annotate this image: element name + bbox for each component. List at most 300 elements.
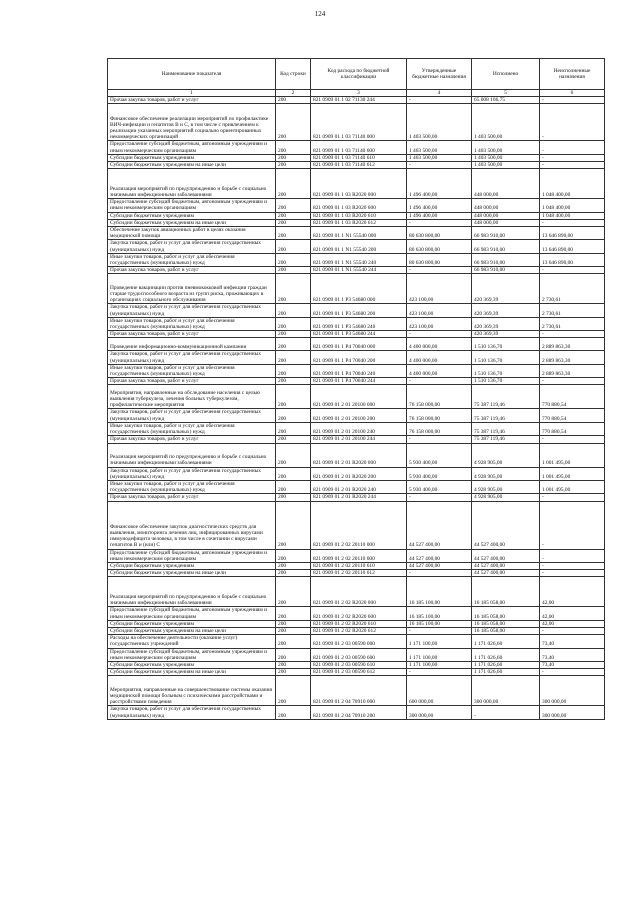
row-unexecuted: 1 001 495,00 — [540, 467, 605, 480]
row-name: Субсидии бюджетным учреждениям на иные цели — [108, 669, 276, 676]
row-approved: - — [407, 494, 472, 501]
row-line-code: 200 — [276, 501, 311, 549]
row-executed: 4 928 905,00 — [472, 480, 540, 493]
row-executed: 44 527 400,00 — [472, 562, 540, 569]
row-line-code: 200 — [276, 480, 311, 493]
table-row — [108, 351, 605, 364]
row-budget-code: 821 0909 01 1 P4 70040 244 — [311, 378, 407, 385]
row-unexecuted: 300 000,00 — [540, 706, 605, 719]
row-unexecuted: 42,00 — [540, 577, 605, 607]
row-line-code: 200 — [276, 227, 311, 240]
row-unexecuted: 1 048 400,00 — [540, 199, 605, 212]
row-budget-code: 821 0909 01 1 03 71140 610 — [311, 154, 407, 161]
row-approved: 4 400 000,00 — [407, 364, 472, 377]
row-approved: 44 527 400,00 — [407, 549, 472, 562]
row-approved: - — [407, 669, 472, 676]
row-executed: 1 510 136,70 — [472, 351, 540, 364]
row-name: Мероприятия, направленные на обследование населения с целью выявления туберкулеза, лечения больных туберкулезом, профилактические мероприятия — [108, 385, 276, 409]
row-approved: 5 930 400,00 — [407, 443, 472, 467]
row-budget-code: 821 0909 01 1 03 R2020 612 — [311, 219, 407, 226]
row-executed: 1 510 136,70 — [472, 378, 540, 385]
row-unexecuted: 13 646 890,00 — [540, 227, 605, 240]
row-line-code: 200 — [276, 212, 311, 219]
row-approved: 4 400 000,00 — [407, 338, 472, 351]
row-budget-code: 821 0909 01 2 02 R2020 612 — [311, 627, 407, 634]
row-unexecuted: - — [540, 669, 605, 676]
row-budget-code: 821 0909 01 1 P4 70040 200 — [311, 351, 407, 364]
row-approved: - — [407, 570, 472, 577]
row-unexecuted: 2 889 863,30 — [540, 364, 605, 377]
table-row — [108, 338, 605, 351]
row-name: Иные закупки товаров, работ и услуг для обеспечения государственных (муниципальных) нужд — [108, 364, 276, 377]
table-row — [108, 635, 605, 648]
row-line-code: 200 — [276, 385, 311, 409]
row-name: Проведение вакцинации против пневмококковой инфекции граждан старше трудоспособного возраста из групп риска, проживающих в организациях социального обслуживания — [108, 274, 276, 304]
row-executed: 1 171 026,60 — [472, 635, 540, 648]
row-executed: 1 403 500,00 — [472, 141, 540, 154]
table-row — [108, 494, 605, 501]
row-approved: 76 158 000,00 — [407, 409, 472, 422]
row-name: Мероприятия, направленные на совершенствование системы оказания медицинской помощи больным с психическими расстройствами и расстройствами поведения — [108, 676, 276, 706]
row-unexecuted: 300 000,00 — [540, 676, 605, 706]
table-row — [108, 501, 605, 549]
row-line-code: 200 — [276, 467, 311, 480]
row-unexecuted: 73,40 — [540, 635, 605, 648]
row-approved: 5 930 400,00 — [407, 480, 472, 493]
row-executed: 420 369,39 — [472, 331, 540, 338]
row-executed: 16 185 058,00 — [472, 577, 540, 607]
row-name: Реализация мероприятий по предупреждению и борьбе с социально значимыми инфекционными заболеваниями — [108, 169, 276, 199]
row-executed: 16 185 058,00 — [472, 607, 540, 620]
row-unexecuted: 73,40 — [540, 661, 605, 668]
column-number: 5 — [472, 90, 540, 97]
row-unexecuted: 2 730,61 — [540, 304, 605, 317]
row-line-code: 200 — [276, 549, 311, 562]
row-approved: 1 403 500,00 — [407, 154, 472, 161]
column-number: 4 — [407, 90, 472, 97]
row-line-code: 200 — [276, 240, 311, 253]
row-budget-code: 821 0909 01 2 01 20100 240 — [311, 422, 407, 435]
row-name: Закупка товаров, работ и услуг для обеспечения государственных (муниципальных) нужд — [108, 409, 276, 422]
row-name: Иные закупки товаров, работ и услуг для обеспечения государственных (муниципальных) нужд — [108, 480, 276, 493]
row-line-code: 200 — [276, 274, 311, 304]
row-name: Субсидии бюджетным учреждениям — [108, 620, 276, 627]
row-unexecuted: 770 880,54 — [540, 422, 605, 435]
row-unexecuted: 1 001 495,00 — [540, 480, 605, 493]
row-approved: 1 171 100,00 — [407, 661, 472, 668]
row-unexecuted: - — [540, 627, 605, 634]
table-row — [108, 267, 605, 274]
row-line-code: 200 — [276, 253, 311, 266]
row-unexecuted: 1 048 400,00 — [540, 169, 605, 199]
row-name: Предоставление субсидий бюджетным, автономным учреждениям и иным некоммерческим организациям — [108, 141, 276, 154]
row-executed: 66 983 910,00 — [472, 267, 540, 274]
row-executed: 4 928 905,00 — [472, 443, 540, 467]
row-budget-code: 821 0909 01 1 N1 55540 244 — [311, 267, 407, 274]
table-row — [108, 253, 605, 266]
row-executed: 1 171 026,60 — [472, 648, 540, 661]
row-budget-code: 821 0909 01 1 03 71140 600 — [311, 141, 407, 154]
header-line-code: Код строки — [276, 59, 311, 90]
row-unexecuted: 770 880,54 — [540, 385, 605, 409]
row-executed: 1 510 136,70 — [472, 364, 540, 377]
table-row — [108, 304, 605, 317]
row-unexecuted: 13 646 890,00 — [540, 240, 605, 253]
table-row — [108, 97, 605, 104]
row-budget-code: 821 0909 01 2 02 20110 000 — [311, 501, 407, 549]
row-line-code: 200 — [276, 706, 311, 719]
row-line-code: 200 — [276, 635, 311, 648]
row-line-code: 200 — [276, 620, 311, 627]
table-row — [108, 169, 605, 199]
row-unexecuted: - — [540, 562, 605, 569]
table-row — [108, 331, 605, 338]
row-name: Иные закупки товаров, работ и услуг для обеспечения государственных (муниципальных) нужд — [108, 422, 276, 435]
row-unexecuted: - — [540, 494, 605, 501]
table-row — [108, 627, 605, 634]
row-budget-code: 821 0909 01 1 P4 70040 000 — [311, 338, 407, 351]
row-budget-code: 821 0909 01 1 02 71130 244 — [311, 97, 407, 104]
row-name: Субсидии бюджетным учреждениям — [108, 562, 276, 569]
row-unexecuted: - — [540, 141, 605, 154]
row-unexecuted: - — [540, 104, 605, 141]
row-executed: 300 000,00 — [472, 676, 540, 706]
table-row — [108, 607, 605, 620]
row-name: Закупка товаров, работ и услуг для обеспечения государственных (муниципальных) нужд — [108, 706, 276, 719]
row-name: Прочая закупка товаров, работ и услуг — [108, 331, 276, 338]
row-name: Субсидии бюджетным учреждениям на иные цели — [108, 570, 276, 577]
table-row — [108, 409, 605, 422]
row-unexecuted: - — [540, 549, 605, 562]
row-approved: 44 527 400,00 — [407, 562, 472, 569]
row-budget-code: 821 0909 01 1 03 R2020 600 — [311, 199, 407, 212]
row-budget-code: 821 0909 01 2 01 R2020 000 — [311, 443, 407, 467]
row-unexecuted: - — [540, 267, 605, 274]
row-line-code: 200 — [276, 409, 311, 422]
table-row — [108, 661, 605, 668]
row-budget-code: 821 0909 01 2 04 70910 000 — [311, 676, 407, 706]
row-approved: 5 930 400,00 — [407, 467, 472, 480]
row-name: Прочая закупка товаров, работ и услуг — [108, 267, 276, 274]
row-approved: 16 185 100,00 — [407, 607, 472, 620]
row-executed: 44 527 400,00 — [472, 549, 540, 562]
row-unexecuted: 2 730,61 — [540, 317, 605, 330]
table-row — [108, 385, 605, 409]
row-unexecuted: 1 048 400,00 — [540, 212, 605, 219]
row-budget-code: 821 0909 01 2 02 20110 610 — [311, 562, 407, 569]
row-approved: - — [407, 219, 472, 226]
row-executed: 66 983 910,00 — [472, 227, 540, 240]
row-name: Субсидии бюджетным учреждениям — [108, 154, 276, 161]
row-budget-code: 821 0909 01 2 02 R2020 000 — [311, 577, 407, 607]
row-budget-code: 821 0909 01 1 03 R2020 000 — [311, 169, 407, 199]
row-unexecuted: - — [540, 97, 605, 104]
row-line-code: 200 — [276, 443, 311, 467]
column-number: 2 — [276, 90, 311, 97]
row-line-code: 200 — [276, 570, 311, 577]
table-row — [108, 648, 605, 661]
row-budget-code: 821 0909 01 2 01 R2020 244 — [311, 494, 407, 501]
header-row — [108, 59, 605, 90]
row-line-code: 200 — [276, 577, 311, 607]
page-number: 124 — [314, 10, 326, 18]
row-budget-code: 821 0909 01 2 03 00590 600 — [311, 648, 407, 661]
row-approved: 423 100,00 — [407, 304, 472, 317]
row-executed: 4 928 905,00 — [472, 467, 540, 480]
row-executed: 448 000,00 — [472, 169, 540, 199]
row-line-code: 200 — [276, 267, 311, 274]
row-executed: 75 387 119,46 — [472, 409, 540, 422]
row-unexecuted: - — [540, 378, 605, 385]
row-unexecuted: - — [540, 436, 605, 443]
row-line-code: 200 — [276, 378, 311, 385]
row-name: Закупка товаров, работ и услуг для обеспечения государственных (муниципальных) нужд — [108, 240, 276, 253]
table-row — [108, 212, 605, 219]
table-row — [108, 199, 605, 212]
row-line-code: 200 — [276, 627, 311, 634]
row-budget-code: 821 0909 01 1 N1 55540 240 — [311, 253, 407, 266]
row-approved: 423 100,00 — [407, 317, 472, 330]
table-row — [108, 274, 605, 304]
column-number-row — [108, 90, 605, 97]
row-executed: 420 369,39 — [472, 274, 540, 304]
row-line-code: 200 — [276, 317, 311, 330]
row-name: Прочая закупка товаров, работ и услуг — [108, 378, 276, 385]
table-row — [108, 422, 605, 435]
row-unexecuted: 42,00 — [540, 607, 605, 620]
row-budget-code: 821 0909 01 1 P4 70040 240 — [311, 364, 407, 377]
table-row — [108, 378, 605, 385]
row-name: Предоставление субсидий бюджетным, автономным учреждениям и иным некоммерческим организациям — [108, 607, 276, 620]
row-unexecuted: 13 646 890,00 — [540, 253, 605, 266]
row-budget-code: 821 0909 01 2 02 20110 612 — [311, 570, 407, 577]
table-row — [108, 240, 605, 253]
table-row — [108, 480, 605, 493]
row-executed: 448 000,00 — [472, 212, 540, 219]
table-row — [108, 219, 605, 226]
row-line-code: 200 — [276, 331, 311, 338]
row-budget-code: 821 0909 01 1 03 71140 612 — [311, 162, 407, 169]
row-budget-code: 821 0909 01 1 N1 55540 200 — [311, 240, 407, 253]
row-approved: - — [407, 378, 472, 385]
row-unexecuted: - — [540, 570, 605, 577]
row-executed: 448 000,00 — [472, 219, 540, 226]
row-approved: 1 496 400,00 — [407, 169, 472, 199]
row-approved: - — [407, 331, 472, 338]
row-unexecuted: - — [540, 331, 605, 338]
row-name: Прочая закупка товаров, работ и услуг — [108, 97, 276, 104]
row-unexecuted: 1 001 495,00 — [540, 443, 605, 467]
row-name: Субсидии бюджетным учреждениям на иные цели — [108, 162, 276, 169]
table-row — [108, 141, 605, 154]
row-executed: - — [472, 706, 540, 719]
row-unexecuted: - — [540, 154, 605, 161]
row-budget-code: 821 0909 01 1 03 71140 000 — [311, 104, 407, 141]
row-name: Реализация мероприятий по предупреждению и борьбе с социально значимыми инфекционными заболеваниями — [108, 443, 276, 467]
row-line-code: 200 — [276, 364, 311, 377]
row-unexecuted: - — [540, 162, 605, 169]
row-line-code: 200 — [276, 304, 311, 317]
column-number: 1 — [108, 90, 276, 97]
row-executed: 65 008 106,75 — [472, 97, 540, 104]
row-executed: 66 983 910,00 — [472, 240, 540, 253]
row-executed: 1 403 500,00 — [472, 154, 540, 161]
row-name: Предоставление субсидий бюджетным, автономным учреждениям и иным некоммерческим организациям — [108, 648, 276, 661]
row-approved: - — [407, 436, 472, 443]
row-budget-code: 821 0909 01 2 01 R2020 200 — [311, 467, 407, 480]
row-line-code: 200 — [276, 97, 311, 104]
row-budget-code: 821 0909 01 2 02 R2020 600 — [311, 607, 407, 620]
row-name: Предоставление субсидий бюджетным, автономным учреждениям и иным некоммерческим организациям — [108, 549, 276, 562]
table-row — [108, 669, 605, 676]
row-unexecuted: 2 889 863,30 — [540, 351, 605, 364]
header-approved: Утвержденные бюджетные назначения — [407, 59, 472, 90]
row-line-code: 200 — [276, 169, 311, 199]
row-name: Обеспечение закупок авиационных работ в целях оказания медицинской помощи — [108, 227, 276, 240]
column-number: 3 — [311, 90, 407, 97]
row-budget-code: 821 0909 01 2 01 20100 200 — [311, 409, 407, 422]
row-name: Субсидии бюджетным учреждениям на иные цели — [108, 627, 276, 634]
row-line-code: 200 — [276, 661, 311, 668]
row-name: Финансовое обеспечение закупок диагностических средств для выявления, мониторинга лечения лиц, инфицированных вирусами иммунодефицита человека, в том числе в сочетании с вирусами гепатитов В и (или) С — [108, 501, 276, 549]
table-row — [108, 443, 605, 467]
row-name: Проведение информационно-коммуникационной кампании — [108, 338, 276, 351]
row-approved: 423 100,00 — [407, 274, 472, 304]
row-name: Закупка товаров, работ и услуг для обеспечения государственных (муниципальных) нужд — [108, 351, 276, 364]
row-approved: 1 171 100,00 — [407, 648, 472, 661]
header-executed: Исполнено — [472, 59, 540, 90]
row-unexecuted: 42,00 — [540, 620, 605, 627]
row-name: Иные закупки товаров, работ и услуг для обеспечения государственных (муниципальных) нужд — [108, 253, 276, 266]
row-budget-code: 821 0909 01 1 P3 54680 000 — [311, 274, 407, 304]
row-budget-code: 821 0909 01 1 P3 54680 200 — [311, 304, 407, 317]
row-unexecuted: 2 730,61 — [540, 274, 605, 304]
row-approved: 600 000,00 — [407, 676, 472, 706]
row-line-code: 200 — [276, 562, 311, 569]
row-approved: 1 403 500,00 — [407, 104, 472, 141]
row-line-code: 200 — [276, 422, 311, 435]
row-executed: 1 403 500,00 — [472, 162, 540, 169]
row-executed: 420 369,39 — [472, 317, 540, 330]
row-name: Реализация мероприятий по предупреждению и борьбе с социально значимыми инфекционными заболеваниями — [108, 577, 276, 607]
row-name: Финансовое обеспечение реализации мероприятий по профилактике ВИЧ-инфекции и гепатитов В и С, в том числе с привлечением к реализации указанных мероприятий социально ориентированных некоммерческих организаций — [108, 104, 276, 141]
row-unexecuted: 2 889 863,30 — [540, 338, 605, 351]
row-executed: 16 185 058,00 — [472, 627, 540, 634]
row-approved: 80 630 800,00 — [407, 253, 472, 266]
row-line-code: 200 — [276, 436, 311, 443]
row-name: Субсидии бюджетным учреждениям — [108, 661, 276, 668]
row-line-code: 200 — [276, 351, 311, 364]
row-line-code: 200 — [276, 154, 311, 161]
row-approved: 76 158 000,00 — [407, 385, 472, 409]
row-approved: 1 496 400,00 — [407, 212, 472, 219]
row-executed: 16 185 058,00 — [472, 620, 540, 627]
row-approved: - — [407, 162, 472, 169]
row-budget-code: 821 0909 01 2 03 00590 612 — [311, 669, 407, 676]
row-unexecuted: - — [540, 219, 605, 226]
row-approved: 80 630 800,00 — [407, 227, 472, 240]
row-name: Субсидии бюджетным учреждениям на иные цели — [108, 219, 276, 226]
row-executed: 66 983 910,00 — [472, 253, 540, 266]
row-executed: 1 171 026,60 — [472, 669, 540, 676]
row-approved: 80 630 800,00 — [407, 240, 472, 253]
table-row — [108, 570, 605, 577]
row-budget-code: 821 0909 01 1 N1 55540 000 — [311, 227, 407, 240]
row-approved: 76 158 000,00 — [407, 422, 472, 435]
row-line-code: 200 — [276, 219, 311, 226]
row-executed: 1 403 500,00 — [472, 104, 540, 141]
row-approved: - — [407, 627, 472, 634]
row-name: Закупка товаров, работ и услуг для обеспечения государственных (муниципальных) нужд — [108, 467, 276, 480]
row-approved: 16 185 100,00 — [407, 620, 472, 627]
table-row — [108, 620, 605, 627]
row-executed: 75 387 119,46 — [472, 385, 540, 409]
row-name: Закупка товаров, работ и услуг для обеспечения государственных (муниципальных) нужд — [108, 304, 276, 317]
row-line-code: 200 — [276, 494, 311, 501]
row-name: Расходы на обеспечение деятельности (оказание услуг) государственных учреждений — [108, 635, 276, 648]
row-approved: 4 400 000,00 — [407, 351, 472, 364]
row-line-code: 200 — [276, 648, 311, 661]
table-row — [108, 436, 605, 443]
row-executed: 4 928 905,00 — [472, 494, 540, 501]
row-name: Иные закупки товаров, работ и услуг для обеспечения государственных (муниципальных) нужд — [108, 317, 276, 330]
column-number: 6 — [540, 90, 605, 97]
row-unexecuted: 73,40 — [540, 648, 605, 661]
row-line-code: 200 — [276, 162, 311, 169]
table-row — [108, 676, 605, 706]
row-approved: 1 496 400,00 — [407, 199, 472, 212]
table-row — [108, 577, 605, 607]
row-budget-code: 821 0909 01 2 01 20100 000 — [311, 385, 407, 409]
row-line-code: 200 — [276, 141, 311, 154]
row-name: Субсидии бюджетным учреждениям — [108, 212, 276, 219]
table-row — [108, 317, 605, 330]
row-line-code: 200 — [276, 669, 311, 676]
row-budget-code: 821 0909 01 2 03 00590 000 — [311, 635, 407, 648]
row-name: Предоставление субсидий бюджетным, автономным учреждениям и иным некоммерческим организациям — [108, 199, 276, 212]
row-executed: 420 369,39 — [472, 304, 540, 317]
header-budget-code: Код расхода по бюджетной классификации — [311, 59, 407, 90]
row-budget-code: 821 0909 01 2 04 70910 200 — [311, 706, 407, 719]
row-executed: 75 387 119,46 — [472, 422, 540, 435]
row-name: Прочая закупка товаров, работ и услуг — [108, 436, 276, 443]
row-line-code: 200 — [276, 104, 311, 141]
row-budget-code: 821 0909 01 2 02 R2020 610 — [311, 620, 407, 627]
row-approved: 16 185 100,00 — [407, 577, 472, 607]
row-executed: 1 510 136,70 — [472, 338, 540, 351]
budget-execution-table — [107, 58, 605, 720]
table-row — [108, 154, 605, 161]
row-approved: 1 403 500,00 — [407, 141, 472, 154]
row-approved: 1 171 100,00 — [407, 635, 472, 648]
row-approved: 300 000,00 — [407, 706, 472, 719]
row-budget-code: 821 0909 01 2 03 00590 610 — [311, 661, 407, 668]
row-budget-code: 821 0909 01 1 P3 54680 244 — [311, 331, 407, 338]
table-row — [108, 162, 605, 169]
header-unexecuted: Неисполненные назначения — [540, 59, 605, 90]
row-executed: 448 000,00 — [472, 199, 540, 212]
row-budget-code: 821 0909 01 2 01 20100 244 — [311, 436, 407, 443]
table-row — [108, 562, 605, 569]
row-budget-code: 821 0909 01 2 01 R2020 240 — [311, 480, 407, 493]
table-row — [108, 549, 605, 562]
row-line-code: 200 — [276, 607, 311, 620]
header-indicator-name: Наименование показателя — [108, 59, 276, 90]
table-row — [108, 104, 605, 141]
row-unexecuted: 770 880,54 — [540, 409, 605, 422]
row-line-code: 200 — [276, 199, 311, 212]
row-name: Прочая закупка товаров, работ и услуг — [108, 494, 276, 501]
